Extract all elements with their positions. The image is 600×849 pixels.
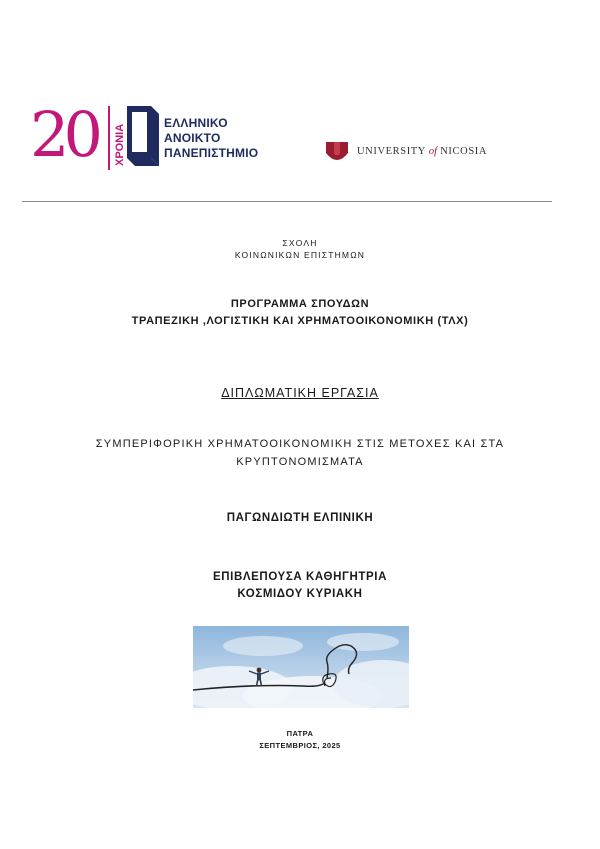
header-divider [22, 201, 552, 202]
supervisor-role: ΕΠΙΒΛΕΠΟΥΣΑ ΚΑΘΗΓΗΤΡΙΑ [213, 571, 387, 583]
logo-years-label: ΧΡΟΝΙΑ [114, 123, 126, 166]
unic-name-prefix: UNIVERSITY [357, 146, 426, 157]
logo-university-name [164, 116, 258, 161]
unic-name-suffix: NICOSIA [440, 146, 488, 157]
thesis-title-line-1: ΣΥΜΠΕΡΙΦΟΡΙΚΗ ΧΡΗΜΑΤΟΟΙΚΟΝΟΜΙΚΗ ΣΤΙΣ ΜΕΤΟΧΕΣ ΚΑΙ ΣΤΑ [95, 438, 505, 450]
program-name: ΤΡΑΠΕΖΙΚΗ ,ΛΟΓΙΣΤΙΚΗ ΚΑΙ ΧΡΗΜΑΤΟΟΙΚΟΝΟΜΙΚΗ (ΤΛΧ) [131, 315, 469, 327]
unic-name-of: of [428, 146, 438, 157]
supervisor-name: ΚΟΣΜΙΔΟΥ ΚΥΡΙΑΚΗ [237, 588, 363, 600]
logo-name-line-2: ΑΝΟΙΚΤΟ [164, 131, 221, 145]
university-of-nicosia-logo [325, 140, 515, 164]
unic-name [357, 146, 487, 157]
thesis-title-line-2: ΚΡΥΠΤΟΝΟΜΙΣΜΑΤΑ [236, 456, 364, 468]
hellenic-open-university-logo [30, 100, 260, 175]
school-name: ΚΟΙΝΩΝΙΚΩΝ ΕΠΙΣΤΗΜΩΝ [234, 250, 366, 260]
author-name: ΠΑΓΩΝΔΙΩΤΗ ΕΛΠΙΝΙΚΗ [226, 512, 374, 524]
logo-name-line-3: ΠΑΝΕΠΙΣΤΗΜΙΟ [164, 146, 259, 160]
logo-20-years-number: 20 [30, 98, 97, 171]
school-label: ΣΧΟΛΗ [282, 238, 318, 248]
logo-name-line-1: ΕΛΛΗΝΙΚΟ [164, 116, 228, 130]
book-icon [125, 102, 161, 168]
city: ΠΑΤΡΑ [286, 729, 314, 738]
program-label: ΠΡΟΓΡΑΜΜΑ ΣΠΟΥΔΩΝ [230, 298, 370, 310]
unic-shield-icon [325, 141, 349, 163]
tightrope-question-mark-image [193, 626, 409, 708]
thesis-label: ΔΙΠΛΩΜΑΤΙΚΗ ΕΡΓΑΣΙΑ [221, 386, 379, 400]
submission-date: ΣΕΠΤΕΜΒΡΙΟΣ, 2025 [259, 741, 341, 750]
